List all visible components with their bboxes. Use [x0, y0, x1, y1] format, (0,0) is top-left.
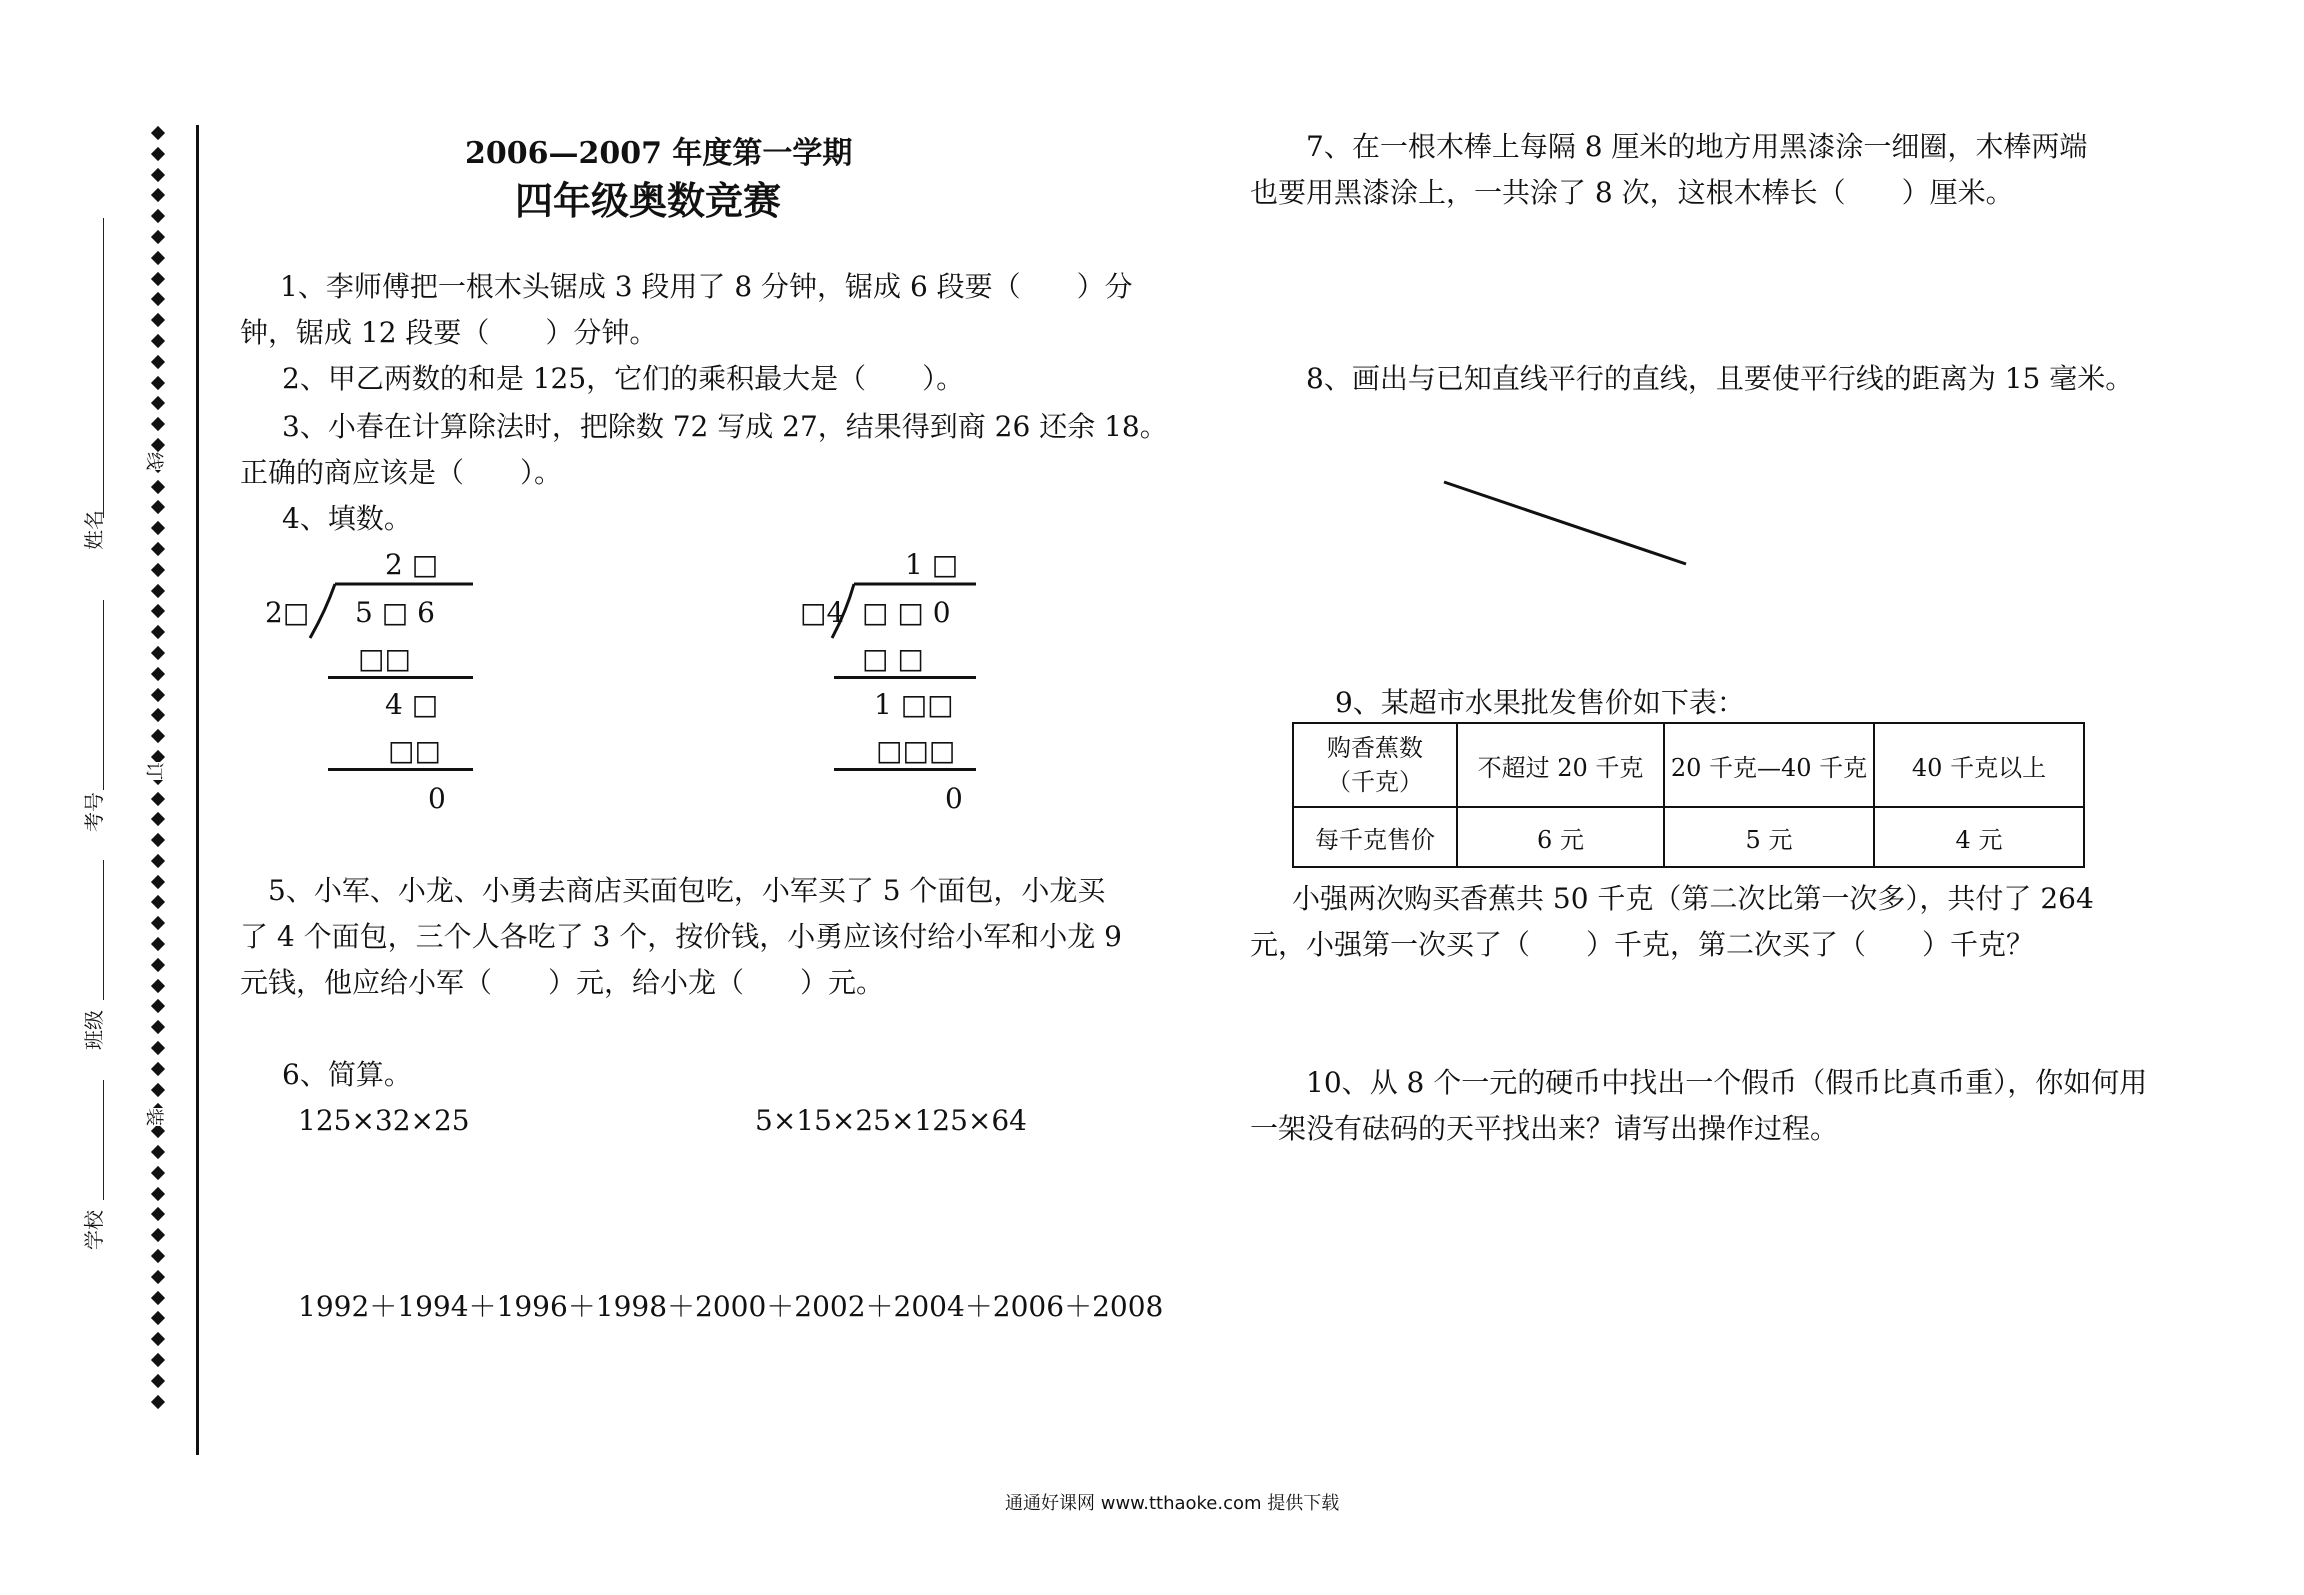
diamond-mark — [151, 1124, 165, 1138]
division-1-step-1: □□ — [358, 642, 411, 675]
diamond-mark — [151, 209, 165, 223]
diamond-mark — [151, 230, 165, 244]
division-1-step-3: □□ — [388, 734, 441, 767]
division-1-remainder: 0 — [428, 782, 446, 815]
table-cell: 6 元 — [1457, 807, 1664, 867]
diamond-mark — [151, 583, 165, 597]
diamond-mark — [151, 1020, 165, 1034]
question-6-expression-2: 5×15×25×125×64 — [755, 1104, 1027, 1137]
diamond-mark — [151, 1374, 165, 1388]
division-2-step-1: □ □ — [862, 642, 924, 675]
diamond-mark — [151, 667, 165, 681]
diamond-mark — [151, 979, 165, 993]
question-9-text-line-2: 元，小强第一次买了（ ）千克，第二次买了（ ）千克？ — [1250, 928, 2035, 961]
diamond-mark — [151, 168, 165, 182]
diamond-mark — [151, 1145, 165, 1159]
diamond-mark — [151, 188, 165, 202]
school-label: 学校 — [82, 1210, 106, 1250]
diamond-mark — [151, 1291, 165, 1305]
diamond-mark — [151, 542, 165, 556]
name-underline — [103, 218, 104, 518]
question-5-line-2: 了 4 个面包，三个人各吃了 3 个，按价钱，小勇应该付给小军和小龙 9 — [240, 920, 1122, 953]
question-9: 9、某超市水果批发售价如下表： — [1335, 686, 1745, 719]
division-2-remainder: 0 — [945, 782, 963, 815]
diamond-mark — [151, 604, 165, 618]
diamond-mark — [151, 1249, 165, 1263]
diamond-mark — [151, 272, 165, 286]
division-2-step-3: □□□ — [876, 734, 956, 767]
diamond-mark — [151, 438, 165, 452]
question-6-expression-1: 125×32×25 — [298, 1104, 470, 1137]
division-1-rule-1 — [328, 676, 473, 679]
diamond-mark — [151, 355, 165, 369]
division-2-dividend: □ □ 0 — [862, 596, 951, 629]
diamond-mark — [151, 1332, 165, 1346]
table-header-cell: 不超过 20 千克 — [1457, 723, 1664, 807]
binding-line-label: 线 — [140, 452, 170, 470]
division-1-step-2: 4 □ — [385, 688, 439, 721]
question-10-line-1: 10、从 8 个一元的硬币中找出一个假币（假币比真币重），你如何用 — [1306, 1066, 2148, 1099]
table-header-cell — [1293, 723, 1457, 807]
question-8: 8、画出与已知直线平行的直线，且要使平行线的距离为 15 毫米。 — [1306, 362, 2134, 395]
question-5-line-1: 5、小军、小龙、小勇去商店买面包吃，小军买了 5 个面包，小龙买 — [268, 874, 1106, 907]
question-1-line-2: 钟，锯成 12 段要（ ）分钟。 — [240, 316, 658, 349]
diamond-mark — [151, 1187, 165, 1201]
division-2-rule-2 — [834, 768, 976, 771]
price-table — [1292, 722, 2085, 868]
exam-term: 2006—2007 年度第一学期 — [465, 136, 853, 171]
division-1-divisor: 2□ — [265, 596, 310, 629]
diamond-mark — [151, 313, 165, 327]
diamond-mark — [151, 375, 165, 389]
division-1-quotient: 2 □ — [385, 548, 439, 581]
diamond-mark — [151, 625, 165, 639]
footer-credit: 通通好课网 www.tthaoke.com 提供下载 — [1005, 1493, 1340, 1514]
diamond-mark — [151, 937, 165, 951]
table-cell: 每千克售价 — [1293, 807, 1457, 867]
diamond-mark — [151, 833, 165, 847]
binding-staple-label: 订 — [140, 762, 170, 780]
given-line — [1440, 478, 1690, 568]
division-2-quotient: 1 □ — [905, 548, 959, 581]
page-title: 四年级奥数竞赛 — [515, 178, 782, 223]
division-1-dividend: 5 □ 6 — [355, 596, 435, 629]
diamond-mark — [151, 1228, 165, 1242]
diamond-mark — [151, 417, 165, 431]
diamond-mark — [151, 563, 165, 577]
class-underline — [103, 860, 104, 1000]
diamond-mark — [151, 126, 165, 140]
diamond-mark — [151, 1062, 165, 1076]
diamond-mark — [151, 999, 165, 1013]
question-3-line-1: 3、小春在计算除法时，把除数 72 写成 27，结果得到商 26 还余 18。 — [282, 410, 1168, 443]
school-underline — [103, 1080, 104, 1200]
diamond-mark — [151, 708, 165, 722]
diamond-mark — [151, 1311, 165, 1325]
diamond-mark — [151, 521, 165, 535]
question-9-text-line-1: 小强两次购买香蕉共 50 千克（第二次比第一次多），共付了 264 — [1292, 882, 2094, 915]
binding-vertical-bar — [196, 125, 199, 1455]
exam-no-label: 考号 — [82, 792, 106, 832]
division-1-rule-2 — [328, 768, 473, 771]
table-cell: 4 元 — [1874, 807, 2084, 867]
table-row — [1293, 723, 2084, 807]
diamond-mark — [151, 875, 165, 889]
question-6-expression-3: 1992＋1994＋1996＋1998＋2000＋2002＋2004＋2006＋2008 — [298, 1290, 1164, 1323]
exam-no-underline — [103, 600, 104, 790]
diamond-mark — [151, 500, 165, 514]
table-cell: 5 元 — [1664, 807, 1874, 867]
diamond-mark — [151, 958, 165, 972]
table-header-cell: 20 千克—40 千克 — [1664, 723, 1874, 807]
name-label: 姓名 — [82, 510, 106, 550]
table-row — [1293, 807, 2084, 867]
diamond-mark — [151, 895, 165, 909]
question-4: 4、填数。 — [282, 502, 412, 535]
division-2-step-2: 1 □□ — [874, 688, 954, 721]
question-7-line-2: 也要用黑漆涂上，一共涂了 8 次，这根木棒长（ ）厘米。 — [1250, 176, 2014, 209]
diamond-mark — [151, 687, 165, 701]
diamond-mark — [151, 1166, 165, 1180]
question-10-line-2: 一架没有砝码的天平找出来？请写出操作过程。 — [1250, 1112, 1839, 1145]
question-1-line-1: 1、李师傅把一根木头锯成 3 段用了 8 分钟，锯成 6 段要（ ）分 — [280, 270, 1133, 303]
diamond-mark — [151, 1353, 165, 1367]
header-quantity-unit: （千克） — [1327, 768, 1423, 796]
question-3-line-2: 正确的商应该是（ ）。 — [240, 456, 563, 489]
diamond-mark — [151, 916, 165, 930]
division-2-divisor: □4 — [800, 596, 845, 629]
diamond-mark — [151, 791, 165, 805]
diamond-mark — [151, 1207, 165, 1221]
diamond-mark — [151, 251, 165, 265]
diamond-mark — [151, 147, 165, 161]
diamond-mark — [151, 334, 165, 348]
diamond-mark — [151, 812, 165, 826]
header-quantity-label: 购香蕉数 — [1327, 734, 1423, 762]
diamond-mark — [151, 1041, 165, 1055]
diamond-mark — [151, 292, 165, 306]
diamond-mark — [151, 646, 165, 660]
diamond-mark — [151, 1270, 165, 1284]
diamond-mark — [151, 396, 165, 410]
question-6: 6、简算。 — [282, 1058, 412, 1091]
division-2-rule-1 — [834, 676, 976, 679]
diamond-mark — [151, 854, 165, 868]
diamond-mark — [151, 1083, 165, 1097]
question-7-line-1: 7、在一根木棒上每隔 8 厘米的地方用黑漆涂一细圈，木棒两端 — [1306, 130, 2088, 163]
diamond-mark — [151, 479, 165, 493]
table-header-cell: 40 千克以上 — [1874, 723, 2084, 807]
diamond-mark — [151, 1395, 165, 1409]
question-2: 2、甲乙两数的和是 125，它们的乘积最大是（ ）。 — [282, 362, 965, 395]
question-5-line-3: 元钱，他应给小军（ ）元，给小龙（ ）元。 — [240, 966, 885, 999]
diamond-mark — [151, 729, 165, 743]
class-label: 班级 — [82, 1010, 106, 1050]
binding-seal-label: 装 — [140, 1108, 170, 1126]
